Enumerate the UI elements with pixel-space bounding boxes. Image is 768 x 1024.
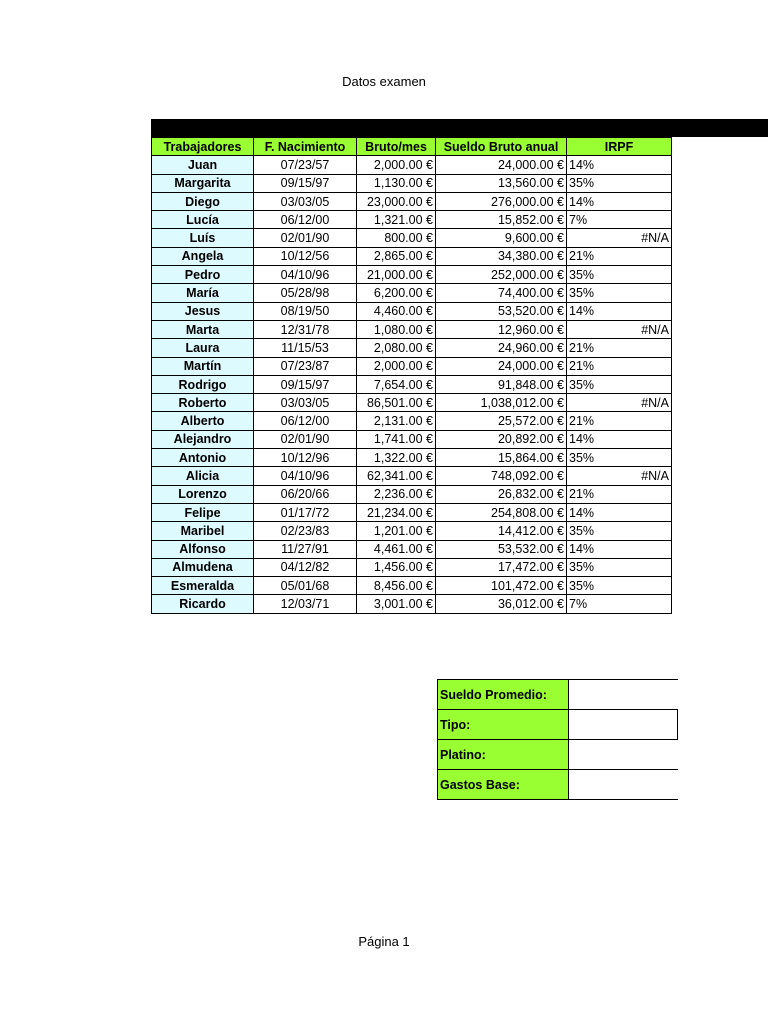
cell-birth-date[interactable]: 12/03/71	[254, 595, 357, 613]
cell-name[interactable]: Lorenzo	[152, 485, 254, 503]
summary-row	[438, 680, 678, 710]
cell-birth-date[interactable]: 02/23/83	[254, 522, 357, 540]
cell-annual-gross[interactable]: 252,000.00 €	[436, 266, 567, 284]
table-row	[152, 229, 672, 247]
table-row	[152, 522, 672, 540]
cell-birth-date[interactable]: 08/19/50	[254, 302, 357, 320]
cell-birth-date[interactable]: 03/03/05	[254, 192, 357, 210]
cell-birth-date[interactable]: 02/01/90	[254, 229, 357, 247]
cell-monthly-gross[interactable]: 21,234.00 €	[357, 503, 436, 521]
cell-monthly-gross[interactable]: 86,501.00 €	[357, 394, 436, 412]
cell-birth-date[interactable]: 06/20/66	[254, 485, 357, 503]
cell-birth-date[interactable]: 07/23/57	[254, 156, 357, 174]
summary-row	[438, 710, 678, 740]
summary-table	[437, 679, 678, 800]
cell-annual-gross[interactable]: 15,852.00 €	[436, 211, 567, 229]
cell-monthly-gross[interactable]: 2,865.00 €	[357, 247, 436, 265]
cell-birth-date[interactable]: 03/03/05	[254, 394, 357, 412]
cell-birth-date[interactable]: 11/15/53	[254, 339, 357, 357]
cell-name[interactable]: Angela	[152, 247, 254, 265]
cell-annual-gross[interactable]: 13,560.00 €	[436, 174, 567, 192]
cell-monthly-gross[interactable]: 1,322.00 €	[357, 449, 436, 467]
cell-annual-gross[interactable]: 254,808.00 €	[436, 503, 567, 521]
summary-row	[438, 770, 678, 800]
cell-irpf[interactable]: 35%	[567, 174, 672, 192]
cell-name[interactable]: Rodrigo	[152, 375, 254, 393]
cell-monthly-gross[interactable]: 3,001.00 €	[357, 595, 436, 613]
table-row	[152, 266, 672, 284]
cell-monthly-gross[interactable]: 1,080.00 €	[357, 320, 436, 338]
summary-value-cell[interactable]	[569, 710, 678, 740]
cell-annual-gross[interactable]: 24,000.00 €	[436, 357, 567, 375]
summary-value-cell[interactable]	[569, 680, 678, 710]
header-bar	[151, 119, 768, 137]
cell-annual-gross[interactable]: 9,600.00 €	[436, 229, 567, 247]
cell-annual-gross[interactable]: 91,848.00 €	[436, 375, 567, 393]
cell-monthly-gross[interactable]: 6,200.00 €	[357, 284, 436, 302]
cell-name[interactable]: Alicia	[152, 467, 254, 485]
cell-irpf[interactable]: 7%	[567, 211, 672, 229]
cell-birth-date[interactable]: 11/27/91	[254, 540, 357, 558]
header-row	[152, 138, 672, 156]
cell-annual-gross[interactable]: 25,572.00 €	[436, 412, 567, 430]
cell-name[interactable]: Alberto	[152, 412, 254, 430]
header-bruto-mes[interactable]: Bruto/mes	[357, 138, 436, 156]
cell-irpf[interactable]: #N/A	[567, 467, 672, 485]
cell-monthly-gross[interactable]: 8,456.00 €	[357, 577, 436, 595]
cell-birth-date[interactable]: 02/01/90	[254, 430, 357, 448]
cell-monthly-gross[interactable]: 23,000.00 €	[357, 192, 436, 210]
page-footer: Página 1	[358, 934, 410, 949]
cell-annual-gross[interactable]: 20,892.00 €	[436, 430, 567, 448]
cell-annual-gross[interactable]: 53,520.00 €	[436, 302, 567, 320]
cell-irpf[interactable]: #N/A	[567, 320, 672, 338]
cell-monthly-gross[interactable]: 2,080.00 €	[357, 339, 436, 357]
cell-monthly-gross[interactable]: 4,460.00 €	[357, 302, 436, 320]
table-row	[152, 577, 672, 595]
cell-annual-gross[interactable]: 15,864.00 €	[436, 449, 567, 467]
table-row	[152, 375, 672, 393]
cell-name[interactable]: Pedro	[152, 266, 254, 284]
table-row	[152, 558, 672, 576]
cell-irpf[interactable]: 35%	[567, 266, 672, 284]
cell-birth-date[interactable]: 10/12/96	[254, 449, 357, 467]
summary-value-cell[interactable]	[569, 740, 678, 770]
cell-name[interactable]: Diego	[152, 192, 254, 210]
table-row	[152, 595, 672, 613]
cell-irpf[interactable]: 14%	[567, 430, 672, 448]
cell-name[interactable]: María	[152, 284, 254, 302]
cell-monthly-gross[interactable]: 2,131.00 €	[357, 412, 436, 430]
cell-annual-gross[interactable]: 14,412.00 €	[436, 522, 567, 540]
cell-annual-gross[interactable]: 34,380.00 €	[436, 247, 567, 265]
table-row	[152, 430, 672, 448]
workers-table	[151, 137, 672, 614]
header-irpf[interactable]: IRPF	[567, 138, 672, 156]
summary-value-cell[interactable]	[569, 770, 678, 800]
cell-birth-date[interactable]: 12/31/78	[254, 320, 357, 338]
cell-irpf[interactable]: 21%	[567, 485, 672, 503]
cell-birth-date[interactable]: 05/01/68	[254, 577, 357, 595]
cell-name[interactable]: Ricardo	[152, 595, 254, 613]
cell-name[interactable]: Felipe	[152, 503, 254, 521]
cell-annual-gross[interactable]: 26,832.00 €	[436, 485, 567, 503]
cell-annual-gross[interactable]: 12,960.00 €	[436, 320, 567, 338]
header-trabajadores[interactable]: Trabajadores	[152, 138, 254, 156]
cell-birth-date[interactable]: 07/23/87	[254, 357, 357, 375]
cell-irpf[interactable]: 35%	[567, 284, 672, 302]
table-row	[152, 247, 672, 265]
cell-monthly-gross[interactable]: 2,000.00 €	[357, 357, 436, 375]
cell-name[interactable]: Juan	[152, 156, 254, 174]
table-row	[152, 302, 672, 320]
cell-irpf[interactable]: 35%	[567, 449, 672, 467]
cell-annual-gross[interactable]: 101,472.00 €	[436, 577, 567, 595]
page-title: Datos examen	[342, 74, 426, 89]
cell-birth-date[interactable]: 09/15/97	[254, 375, 357, 393]
cell-monthly-gross[interactable]: 800.00 €	[357, 229, 436, 247]
cell-monthly-gross[interactable]: 1,321.00 €	[357, 211, 436, 229]
cell-irpf[interactable]: 14%	[567, 156, 672, 174]
cell-annual-gross[interactable]: 53,532.00 €	[436, 540, 567, 558]
cell-irpf[interactable]: 35%	[567, 558, 672, 576]
header-sueldo-anual[interactable]: Sueldo Bruto anual	[436, 138, 567, 156]
summary-row	[438, 740, 678, 770]
cell-annual-gross[interactable]: 748,092.00 €	[436, 467, 567, 485]
cell-birth-date[interactable]: 10/12/56	[254, 247, 357, 265]
cell-annual-gross[interactable]: 74,400.00 €	[436, 284, 567, 302]
table-row	[152, 211, 672, 229]
summary-label: Tipo:	[438, 710, 569, 740]
cell-irpf[interactable]: 14%	[567, 503, 672, 521]
cell-monthly-gross[interactable]: 4,461.00 €	[357, 540, 436, 558]
cell-name[interactable]: Alfonso	[152, 540, 254, 558]
cell-birth-date[interactable]: 05/28/98	[254, 284, 357, 302]
cell-annual-gross[interactable]: 24,000.00 €	[436, 156, 567, 174]
cell-name[interactable]: Laura	[152, 339, 254, 357]
cell-irpf[interactable]: 7%	[567, 595, 672, 613]
cell-birth-date[interactable]: 06/12/00	[254, 211, 357, 229]
cell-irpf[interactable]: #N/A	[567, 229, 672, 247]
cell-name[interactable]: Luís	[152, 229, 254, 247]
table-row	[152, 357, 672, 375]
cell-monthly-gross[interactable]: 1,130.00 €	[357, 174, 436, 192]
cell-name[interactable]: Jesus	[152, 302, 254, 320]
table-row	[152, 540, 672, 558]
cell-irpf[interactable]: 35%	[567, 522, 672, 540]
cell-irpf[interactable]: 35%	[567, 577, 672, 595]
table-row	[152, 485, 672, 503]
table-row	[152, 467, 672, 485]
cell-irpf[interactable]: 35%	[567, 375, 672, 393]
cell-birth-date[interactable]: 09/15/97	[254, 174, 357, 192]
cell-monthly-gross[interactable]: 2,236.00 €	[357, 485, 436, 503]
table-row	[152, 284, 672, 302]
cell-monthly-gross[interactable]: 1,456.00 €	[357, 558, 436, 576]
cell-irpf[interactable]: 14%	[567, 540, 672, 558]
cell-monthly-gross[interactable]: 1,741.00 €	[357, 430, 436, 448]
cell-annual-gross[interactable]: 276,000.00 €	[436, 192, 567, 210]
cell-birth-date[interactable]: 06/12/00	[254, 412, 357, 430]
cell-monthly-gross[interactable]: 1,201.00 €	[357, 522, 436, 540]
cell-monthly-gross[interactable]: 62,341.00 €	[357, 467, 436, 485]
table-row	[152, 156, 672, 174]
cell-irpf[interactable]: 21%	[567, 357, 672, 375]
cell-annual-gross[interactable]: 17,472.00 €	[436, 558, 567, 576]
table-row	[152, 192, 672, 210]
cell-birth-date[interactable]: 04/12/82	[254, 558, 357, 576]
cell-name[interactable]: Roberto	[152, 394, 254, 412]
summary-label: Gastos Base:	[438, 770, 569, 800]
cell-monthly-gross[interactable]: 7,654.00 €	[357, 375, 436, 393]
cell-annual-gross[interactable]: 24,960.00 €	[436, 339, 567, 357]
cell-irpf[interactable]: 21%	[567, 339, 672, 357]
cell-irpf[interactable]: 14%	[567, 302, 672, 320]
cell-irpf[interactable]: 21%	[567, 412, 672, 430]
cell-name[interactable]: Almudena	[152, 558, 254, 576]
cell-name[interactable]: Antonio	[152, 449, 254, 467]
cell-irpf[interactable]: #N/A	[567, 394, 672, 412]
cell-name[interactable]: Alejandro	[152, 430, 254, 448]
cell-name[interactable]: Martín	[152, 357, 254, 375]
table-row	[152, 503, 672, 521]
cell-monthly-gross[interactable]: 21,000.00 €	[357, 266, 436, 284]
cell-birth-date[interactable]: 04/10/96	[254, 467, 357, 485]
summary-label: Sueldo Promedio:	[438, 680, 569, 710]
cell-birth-date[interactable]: 04/10/96	[254, 266, 357, 284]
table-row	[152, 174, 672, 192]
cell-name[interactable]: Marta	[152, 320, 254, 338]
summary-label: Platino:	[438, 740, 569, 770]
table-row	[152, 394, 672, 412]
cell-name[interactable]: Esmeralda	[152, 577, 254, 595]
cell-irpf[interactable]: 21%	[567, 247, 672, 265]
table-row	[152, 449, 672, 467]
cell-birth-date[interactable]: 01/17/72	[254, 503, 357, 521]
cell-name[interactable]: Margarita	[152, 174, 254, 192]
cell-name[interactable]: Maribel	[152, 522, 254, 540]
table-row	[152, 339, 672, 357]
table-row	[152, 412, 672, 430]
cell-annual-gross[interactable]: 1,038,012.00 €	[436, 394, 567, 412]
cell-annual-gross[interactable]: 36,012.00 €	[436, 595, 567, 613]
cell-monthly-gross[interactable]: 2,000.00 €	[357, 156, 436, 174]
header-nacimiento[interactable]: F. Nacimiento	[254, 138, 357, 156]
table-row	[152, 320, 672, 338]
cell-irpf[interactable]: 14%	[567, 192, 672, 210]
cell-name[interactable]: Lucía	[152, 211, 254, 229]
